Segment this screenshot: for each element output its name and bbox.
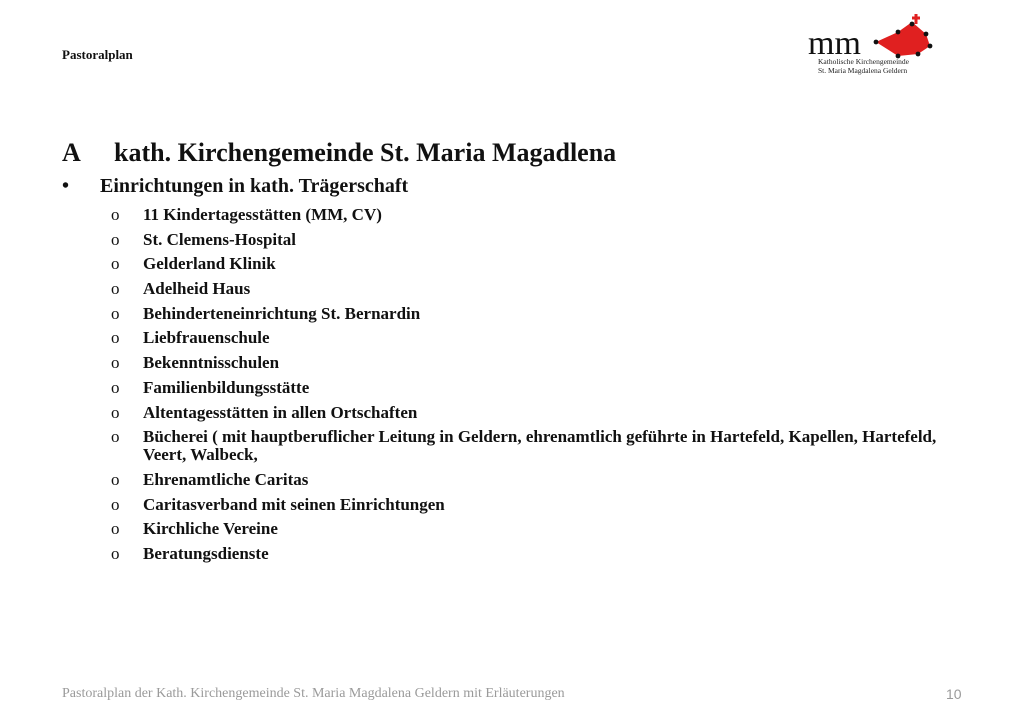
list-marker: o <box>111 229 120 249</box>
list-item <box>111 206 971 224</box>
list-item-text: Bekenntnisschulen <box>143 353 280 373</box>
list-item <box>111 404 971 422</box>
logo-caption-line1: Katholische Kirchengemeinde <box>818 57 910 66</box>
logo-caption-line2: St. Maria Magdalena Geldern <box>818 66 908 75</box>
list-item-text: Beratungsdienste <box>143 543 269 563</box>
list-item <box>111 471 971 489</box>
logo-caption <box>818 57 909 75</box>
list-marker: o <box>111 543 120 563</box>
list-marker: o <box>111 328 120 348</box>
list-item-text: Liebfrauenschule <box>143 328 270 348</box>
list-item-text: Gelderland Klinik <box>143 254 276 274</box>
list-item <box>111 428 971 464</box>
list-marker: o <box>111 427 120 447</box>
list-item <box>111 231 971 249</box>
list-item-text: St. Clemens-Hospital <box>143 229 296 249</box>
list-marker: o <box>111 205 120 224</box>
list-marker: o <box>111 494 120 514</box>
section-title: kath. Kirchengemeinde St. Maria Magadlena <box>114 138 617 167</box>
list-item <box>111 305 971 323</box>
list-item-text: Kirchliche Vereine <box>143 519 278 539</box>
page-number: 10 <box>946 686 962 702</box>
list-marker: o <box>111 303 120 323</box>
list-marker: o <box>111 469 120 489</box>
logo-mm-text: mm <box>808 25 861 62</box>
list-item <box>111 280 971 298</box>
section-heading <box>62 138 616 168</box>
list-marker: o <box>111 254 120 274</box>
list-item <box>111 520 971 538</box>
bullet-heading <box>62 175 408 198</box>
list-item-text: 11 Kindertagesstätten (MM, CV) <box>143 205 382 224</box>
list-item-text: Adelheid Haus <box>143 279 251 299</box>
list-item-text: Bücherei ( mit hauptberuflicher Leitung in Geldern, ehrenamtlich geführte in Hartefeld, Kapellen, Hartefeld, Veert, Walbeck, <box>143 427 937 465</box>
list-marker: o <box>111 402 120 422</box>
list-item <box>111 496 971 514</box>
list-item <box>111 354 971 372</box>
list-marker: o <box>111 519 120 539</box>
section-letter: A <box>62 138 81 167</box>
header-title: Pastoralplan <box>62 47 133 62</box>
list-item-text: Ehrenamtliche Caritas <box>143 469 309 489</box>
list-item <box>111 379 971 397</box>
bullet-text: Einrichtungen in kath. Trägerschaft <box>100 175 409 197</box>
bullet-marker: • <box>62 175 70 197</box>
list-item <box>111 545 971 563</box>
logo-church-shape <box>876 22 930 56</box>
list-marker: o <box>111 377 120 397</box>
list-item-text: Familienbildungsstätte <box>143 377 310 397</box>
list-item <box>111 255 971 273</box>
list-item-text: Caritasverband mit seinen Einrichtungen <box>143 494 445 514</box>
list-marker: o <box>111 353 120 373</box>
footer-text: Pastoralplan der Kath. Kirchengemeinde St. Maria Magdalena Geldern mit Erläuterungen <box>62 686 565 701</box>
list-item-text: Behinderteneinrichtung St. Bernardin <box>143 303 421 323</box>
list-item-text: Altentagesstätten in allen Ortschaften <box>143 402 418 422</box>
facility-list <box>111 206 971 570</box>
list-marker: o <box>111 279 120 299</box>
list-item <box>111 329 971 347</box>
